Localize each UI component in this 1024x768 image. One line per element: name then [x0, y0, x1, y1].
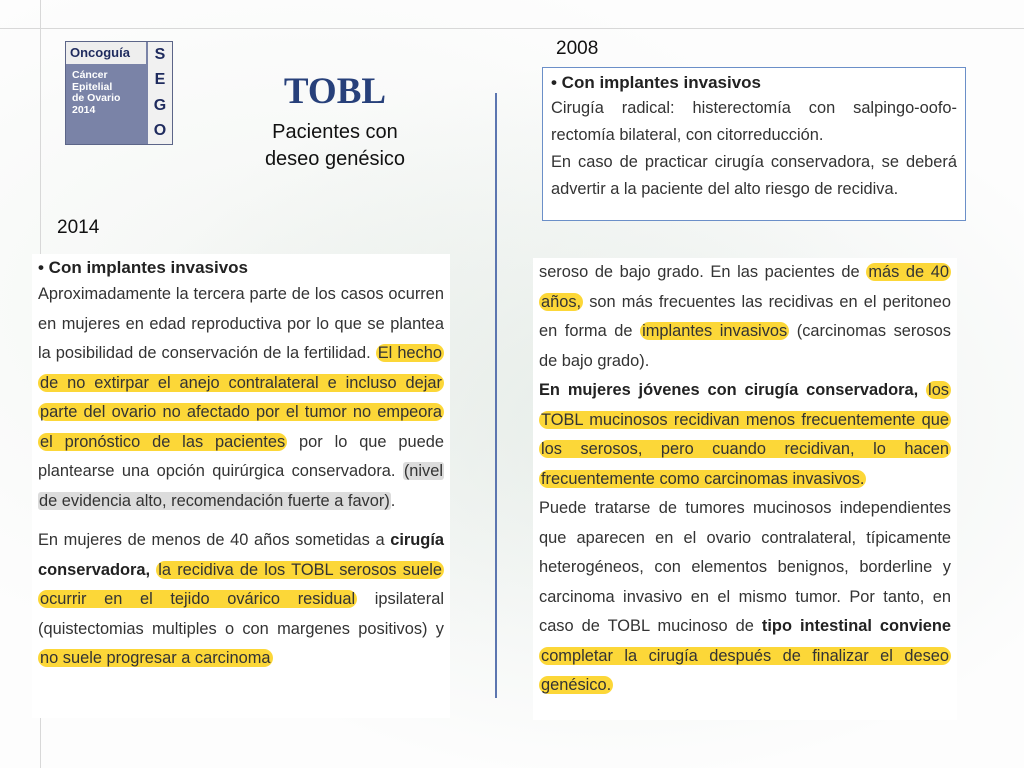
excerpt-paragraph — [38, 526, 444, 674]
plain-text: Aproximadamente la tercera parte de los casos ocurren en mujeres en edad reproductiva por lo que se plantea la posibilidad de conservación de la fertilidad. — [38, 285, 444, 362]
plain-text: . — [390, 491, 396, 510]
box-paragraph: En caso de practicar cirugía conservadora, se deberá advertir a la paciente del alto riesgo de recidiva. — [551, 153, 957, 198]
plain-text: (carcinomas serosos de bajo grado). — [539, 322, 951, 370]
vertical-divider — [495, 93, 497, 698]
logo-sego-letter: G — [153, 96, 167, 114]
logo-sego-letter: S — [154, 45, 166, 63]
guideline-2014-excerpt-continued — [533, 258, 957, 720]
logo-line: Cáncer — [72, 69, 108, 81]
plain-text: Puede tratarse de tumores mucinosos independientes que aparecen en el ovario contralateral, típicamente heterogéneos, con elementos benignos, borderline y carcinoma invasivo en el mismo tumor. Por tanto, en caso de TOBL mucinoso de — [539, 499, 951, 635]
frame-line-top — [0, 28, 1024, 29]
logo-sego-letter: E — [154, 71, 166, 89]
guideline-2014-excerpt — [32, 254, 450, 718]
logo-line: 2014 — [72, 103, 96, 116]
bold-text: tipo intestinal conviene — [761, 617, 951, 635]
highlighted-text: la recidiva de los TOBL serosos suele ocurrir en el tejido ovárico residual — [40, 560, 442, 608]
excerpt-paragraph — [38, 280, 444, 516]
highlighted-text: más de 40 años, — [541, 263, 949, 311]
plain-text: por lo que puede plantearse una opción quirúrgica conservadora. — [38, 432, 444, 480]
excerpt-paragraph — [539, 376, 951, 494]
highlighted-text: completar la cirugía después de finalizar el deseo genésico. — [541, 646, 949, 694]
highlighted-text: los TOBL mucinosos recidivan menos frecuentemente que los serosos, pero cuando recidivan, lo hacen frecuentemente como carcinomas invasivos. — [541, 381, 949, 488]
year-label-left: 2014 — [57, 217, 100, 238]
guideline-2008-box — [542, 67, 966, 221]
highlighted-text: El hecho de no extirpar el anejo contralateral e incluso dejar parte del ovario no afectado por el tumor no empeora el pronóstico de las pacientes — [40, 344, 442, 451]
logo-sego-letter: O — [153, 122, 167, 140]
excerpt-paragraph — [539, 258, 951, 376]
excerpt-heading: • Con implantes invasivos — [38, 258, 249, 277]
bold-text: En mujeres jóvenes con cirugía conservadora, — [539, 381, 919, 399]
excerpt-paragraph — [539, 494, 951, 701]
slide-title: TOBL — [283, 71, 387, 112]
slide-subtitle: Pacientes con deseo genésico — [264, 121, 406, 170]
evidence-level-text: (nivel de evidencia alto, recomendación fuerte a favor) — [39, 462, 443, 510]
plain-text: En mujeres de menos de 40 años sometidas a — [38, 531, 385, 549]
box-paragraph: Cirugía radical: histerectomía con salpingo-oofo-rectomía bilateral, con citorreducción. — [551, 99, 957, 144]
logo-line: de Ovario — [72, 92, 121, 104]
logo-lines — [72, 70, 120, 116]
highlighted-text: implantes invasivos — [642, 322, 788, 340]
logo-sego — [148, 42, 172, 144]
plain-text: son más frecuentes las recidivas en el peritoneo en forma de — [539, 292, 951, 340]
plain-text: ipsilateral (quistectomias multiples o con margenes positivos) y — [38, 590, 444, 638]
plain-text: seroso de bajo grado. En las pacientes de — [539, 263, 860, 281]
box-heading: • Con implantes invasivos — [551, 73, 762, 92]
highlighted-text: no suele progresar a carcinoma — [40, 649, 271, 667]
bold-text: cirugía conservadora, — [38, 531, 444, 579]
logo-line: Epitelial — [72, 80, 113, 93]
year-label-right: 2008 — [556, 38, 599, 59]
logo-top-text: Oncoguía — [66, 42, 146, 64]
oncoguia-logo — [65, 41, 173, 145]
